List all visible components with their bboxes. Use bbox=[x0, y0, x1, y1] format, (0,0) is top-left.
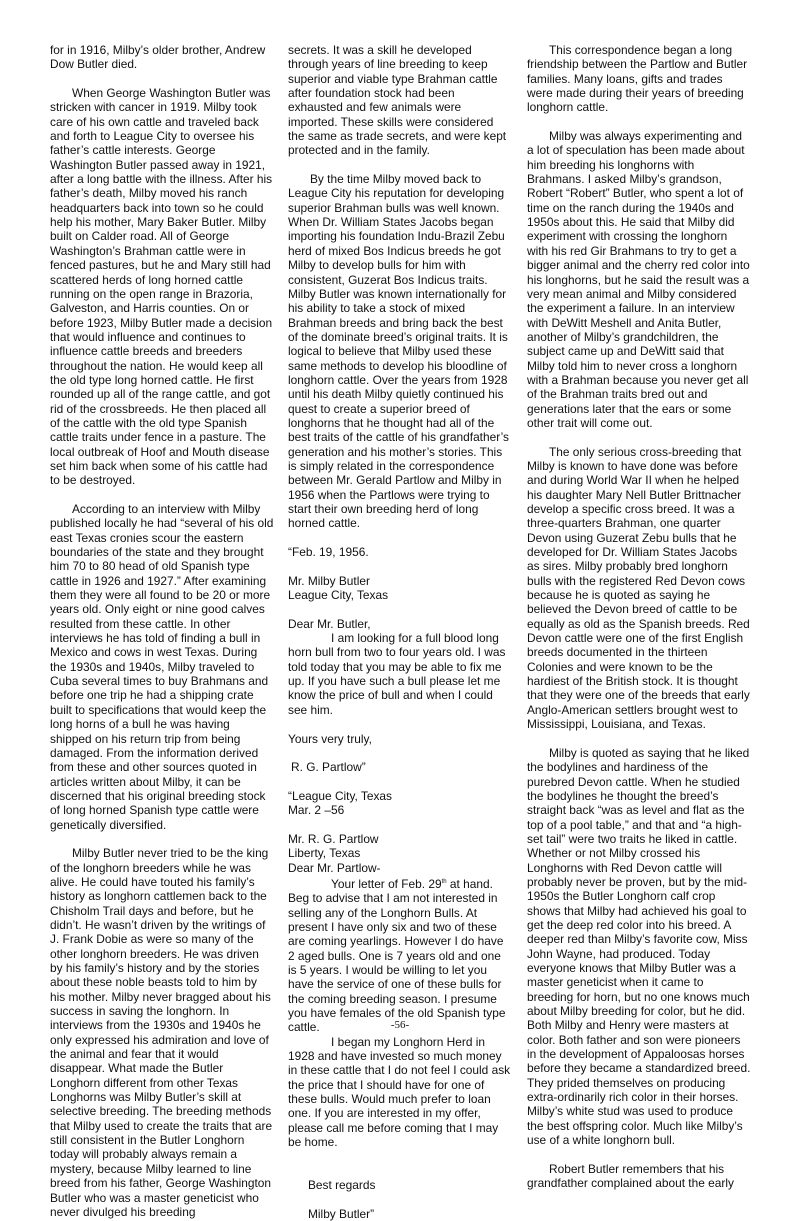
page-number: -56- bbox=[390, 1019, 410, 1031]
paragraph: Milby Butler never tried to be the king of the longhorn breeders while he was alive. He could have touted his family’s history as longhorn cattlemen back to the Chisholm Trail days and before, but he didn’t. He wasn’t driven by the writings of J. Frank Dobie as were so many of the other longhorn breeders. He was driven by his family’s history and by the stories about these noble beasts told to him by his mother. Milby never bragged about his success in saving the longhorn. In interviews from the 1930s and 1940s he only expressed his admiration and love of the animal and fear that it would disappear. What made the Butler Longhorn different from other Texas Longhorns was Milby Butler’s skill at selective breeding. The breeding methods that Milby used to create the traits that are still consistent in the Butler Longhorn today will probably always remain a mystery, because Milby learned to line breed from his father, George Washington Butler who was a master geneticist who never divulged his breeding bbox=[50, 846, 273, 1219]
letter-body-text: Your letter of Feb. 29 bbox=[331, 876, 442, 891]
letter-signature: Milby Butler” bbox=[308, 1206, 375, 1221]
paragraph: secrets. It was a skill he developed through years of line breeding to keep superior and viable type Brahman cattle after foundation stock had been exhausted and few animals were imported. These skills were considered the same as trade secrets, and were kept protected and in the family. bbox=[288, 43, 507, 158]
letter-closing: Best regards bbox=[308, 1178, 376, 1193]
letter-body bbox=[288, 875, 512, 1035]
paragraph: Milby was always experimenting and a lot of speculation has been made about him breeding his longhorns with Brahmans. I asked Milby’s grandson, Robert “Robert” Butler, who spent a lot of time on the ranch during the 1940s and 1950s about this. He said that Milby did experiment with crossing the longhorn with his red Gir Brahmans to try to get a bigger animal and the cherry red color into his longhorns, but he said the result was a very mean animal and Milby considered the experiment a failure. In an interview with DeWitt Meshell and Anita Butler, another of Milby’s grandchildren, the subject came up and DeWitt said that Milby told him to never cross a longhorn with a Brahman because you never get all of the Brahman traits bred out and generations later that the ears or some other trait will come out. bbox=[527, 129, 750, 430]
paragraph: Milby is quoted as saying that he liked the bodylines and hardiness of the purebred Devon cattle. When he studied the bodylines he thought the breed’s straight back “was as level and flat as the top of a pool table,” and that and “a high-set tail” were two traits he liked in cattle. Whether or not Milby crossed his Longhorns with Red Devon cattle will probably never be proven, but by the mid-1950s the Butler Longhorn calf crop shows that Milby had achieved his goal to get the deep red color into his breed. A deeper red than Milby’s favorite cow, Miss John Wayne, had produced. Today everyone knows that Milby Butler was a master geneticist when it came to breeding for horn, but no one knows much about Milby breeding for color, but he did. Both Milby and Henry were masters at color. Both father and son were pioneers in the development of Appaloosas horses before they became a standardized breed. They prided themselves on producing extra-ordinarily rich color in their horses. Milby’s white stud was used to produce the best offspring color. Much like Milby’s use of a white longhorn bull. bbox=[527, 745, 751, 1148]
letter-signature: R. G. Partlow” bbox=[291, 760, 366, 775]
letter-date: “Feb. 19, 1956. bbox=[288, 545, 369, 560]
paragraph: When George Washington Butler was stricken with cancer in 1919. Milby took care of his own cattle and traveled back and forth to League City to oversee his father’s cattle interests. George Washington Butler passed away in 1921, after a long battle with the illness. After his father’s death, Milby moved his ranch headquarters back into town so he could help his mother, Mary Baker Butler. Milby built on Calder road. All of George Washington’s Brahman cattle were in fenced pastures, but he and Mary still had scattered herds of long horned cattle running on the open range in Brazoria, Galveston, and Harris counties. On or before 1923, Milby Butler made a decision that would influence and continues to influence cattle breeds and breeders throughout the nation. He would keep all the old type long horned cattle. He first rounded up all of the range cattle, and got rid of the crossbreeds. He then placed all of the cattle with the old type Spanish cattle traits under fence in a pasture. The local outbreak of Hoof and Mouth disease set him back when some of his cattle had to be destroyed. bbox=[50, 86, 273, 488]
paragraph: By the time Milby moved back to League City his reputation for developing superior Brahman bulls was well known. When Dr. William States Jacobs began importing his foundation Indu-Brazil Zebu herd of mixed Bos Indicus breeds he got Milby to develop bulls for him with consistent, Guzerat Bos Indicus traits. Milby Butler was known internationally for his ability to take a stock of mixed Brahman breeds and bring back the best of the dominate breed’s original traits. It is logical to believe that Milby used these same methods to develop his bloodline of longhorn cattle. Over the years from 1928 until his death Milby quietly continued his quest to create a superior breed of longhorns that he thought had all of the best traits of the cattle of his grandfather’s generation and his mother’s stories. This is simply related in the correspondence between Mr. Gerald Partlow and Milby in 1956 when the Partlows were trying to start their own breeding herd of long horned cattle. bbox=[288, 172, 509, 531]
letter-place: “League City, Texas bbox=[288, 788, 392, 803]
letter-salutation: Dear Mr. Butler, bbox=[288, 616, 371, 631]
letter-closing: Yours very truly, bbox=[288, 731, 372, 746]
text-column-2 bbox=[288, 43, 512, 1221]
letter-body: I am looking for a full blood long horn bull from two to four years old. I was told today that you may be able to fix me up. If you have such a bull please let me know the price of bull and when I could see him. bbox=[288, 631, 506, 717]
letter-address-line: Liberty, Texas bbox=[288, 846, 361, 861]
letter-address-line: Mr. Milby Butler bbox=[288, 573, 370, 588]
paragraph: According to an interview with Milby published locally he had “several of his old east Texas cronies scour the eastern boundaries of the state and they brought him 70 to 80 head of old Spanish type cattle in 1926 and 1927.” After examining them they were all found to be 20 or more years old. Only eight or nine good calves resulted from these cattle. In other interviews he has told of finding a bull in Mexico and cows in west Texas. During the 1930s and 1940s, Milby traveled to Cuba several times to buy Brahmans and before one trip he had a shipping crate built to specifications that would keep the long horns of a bull he was having shipped on his return trip from being damaged. From the information derived from these and other sources quoted in articles written about Milby, it can be discerned that his original breeding stock of long horned Spanish type cattle were genetically diversified. bbox=[50, 502, 274, 832]
letter-date: Mar. 2 –56 bbox=[288, 803, 345, 818]
letter-address-line: League City, Texas bbox=[288, 588, 389, 603]
paragraph: This correspondence began a long friendship between the Partlow and Butler families. Many loans, gifts and trades were made during their years of breeding longhorn cattle. bbox=[527, 43, 748, 115]
superscript: th bbox=[441, 878, 447, 885]
letter-address-line: Mr. R. G. Partlow bbox=[288, 831, 379, 846]
paragraph: for in 1916, Milby’s older brother, Andrew Dow Butler died. bbox=[50, 43, 266, 72]
text-column-1 bbox=[50, 43, 274, 1219]
paragraph: Robert Butler remembers that his grandfather complained about the early bbox=[527, 1161, 734, 1191]
paragraph: The only serious cross-breeding that Milby is known to have done was before and during World War II when he helped his daughter Mary Nell Butler Brittnacher develop a specific cross breed. It was a three-quarters Brahman, one quarter Devon using Guzerat Zebu bulls that he developed for Dr. William States Jacobs as sires. Milby probably bred longhorn bulls with the registered Red Devon cows because he is quoted as saying he believed the Devon breed of cattle to be equally as old as the Spanish breeds. Red Devon cattle were one of the first English breeds documented in the thirteen Colonies and were known to be the hardiest of the British stock. It is thought that they were one of the breeds that early Anglo-American settlers brought west to Mississippi, Louisiana, and Texas. bbox=[527, 444, 750, 732]
letter-salutation: Dear Mr. Partlow- bbox=[288, 860, 381, 875]
letter-body-text: at hand. Beg to advise that I am not interested in selling any of the Longhorn Bulls. At present I have only six and two of these are coming yearlings. However I do have 2 aged bulls. One is 7 years old and one is 5 years. I would be willing to let you have the service of one of these bulls for the coming breeding season. I presume you have females of the old Spanish type cattle. bbox=[288, 876, 506, 1035]
letter-body: I began my Longhorn Herd in 1928 and have invested so much money in these cattle that I do not feel I could ask the price that I should have for one of these bulls. Would much prefer to loan one. If you are interested in my offer, please call me before coming that I may be home. bbox=[288, 1034, 511, 1150]
